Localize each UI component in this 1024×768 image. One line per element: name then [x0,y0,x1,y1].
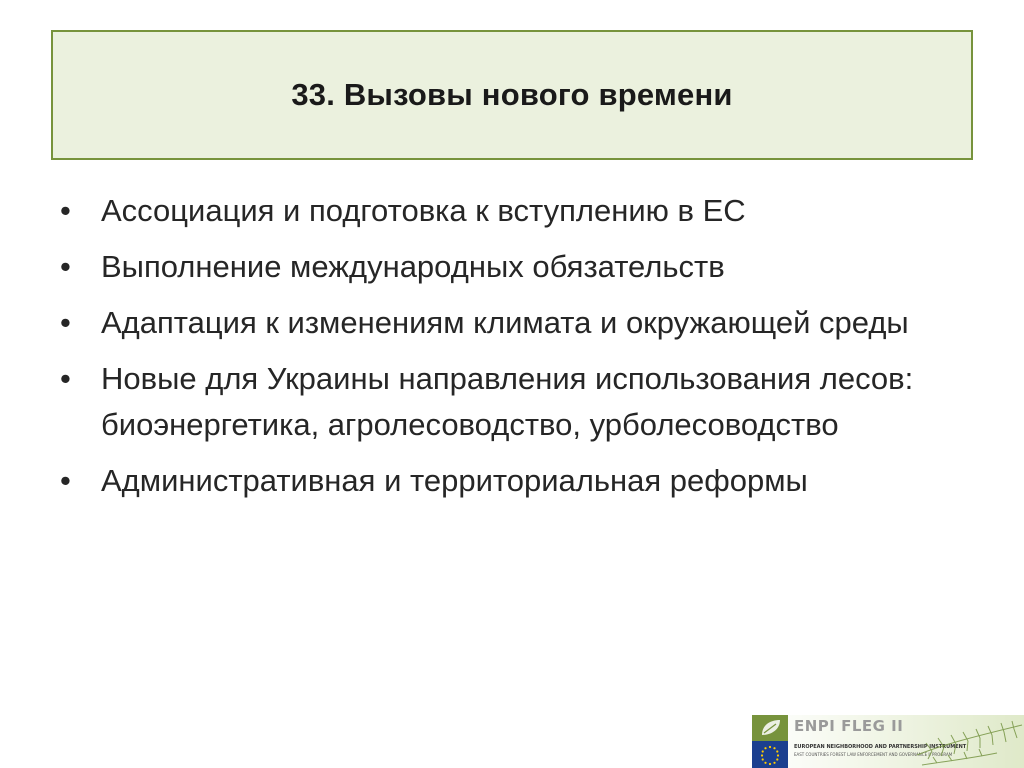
bullet-item [60,458,980,504]
slide-title-box [51,30,973,160]
bullet-dot-icon: • [60,463,71,498]
bullet-dot-icon: • [60,193,71,228]
leaf-icon [752,715,788,741]
enpi-fleg-logo [752,715,1024,768]
bullet-item [60,300,980,346]
bullet-list [60,188,980,514]
eu-flag-icon [752,741,788,768]
bullet-text: Адаптация к изменениям климата и окружающей среды [101,305,909,340]
bullet-text: Новые для Украины направления использования лесов: биоэнергетика, агролесоводство, урболесоводство [101,361,914,442]
bullet-text: Административная и территориальная реформы [101,463,808,498]
bullet-text: Ассоциация и подготовка к вступлению в ЕС [101,193,746,228]
bullet-dot-icon: • [60,361,71,396]
bullet-text: Выполнение международных обязательств [101,249,725,284]
logo-title: ENPI FLEG II [794,717,904,735]
logo-subtitle-2: EAST COUNTRIES FOREST LAW ENFORCEMENT AND GOVERNANCE II PROGRAM [794,752,953,757]
bullet-dot-icon: • [60,305,71,340]
slide-title: 33. Вызовы нового времени [291,77,733,112]
logo-subtitle: EUROPEAN NEIGHBORHOOD AND PARTNERSHIP INSTRUMENT [794,744,967,750]
bullet-dot-icon: • [60,249,71,284]
bullet-item [60,356,980,448]
bullet-item [60,188,980,234]
pine-branch-icon [912,715,1024,768]
bullet-item [60,244,980,290]
